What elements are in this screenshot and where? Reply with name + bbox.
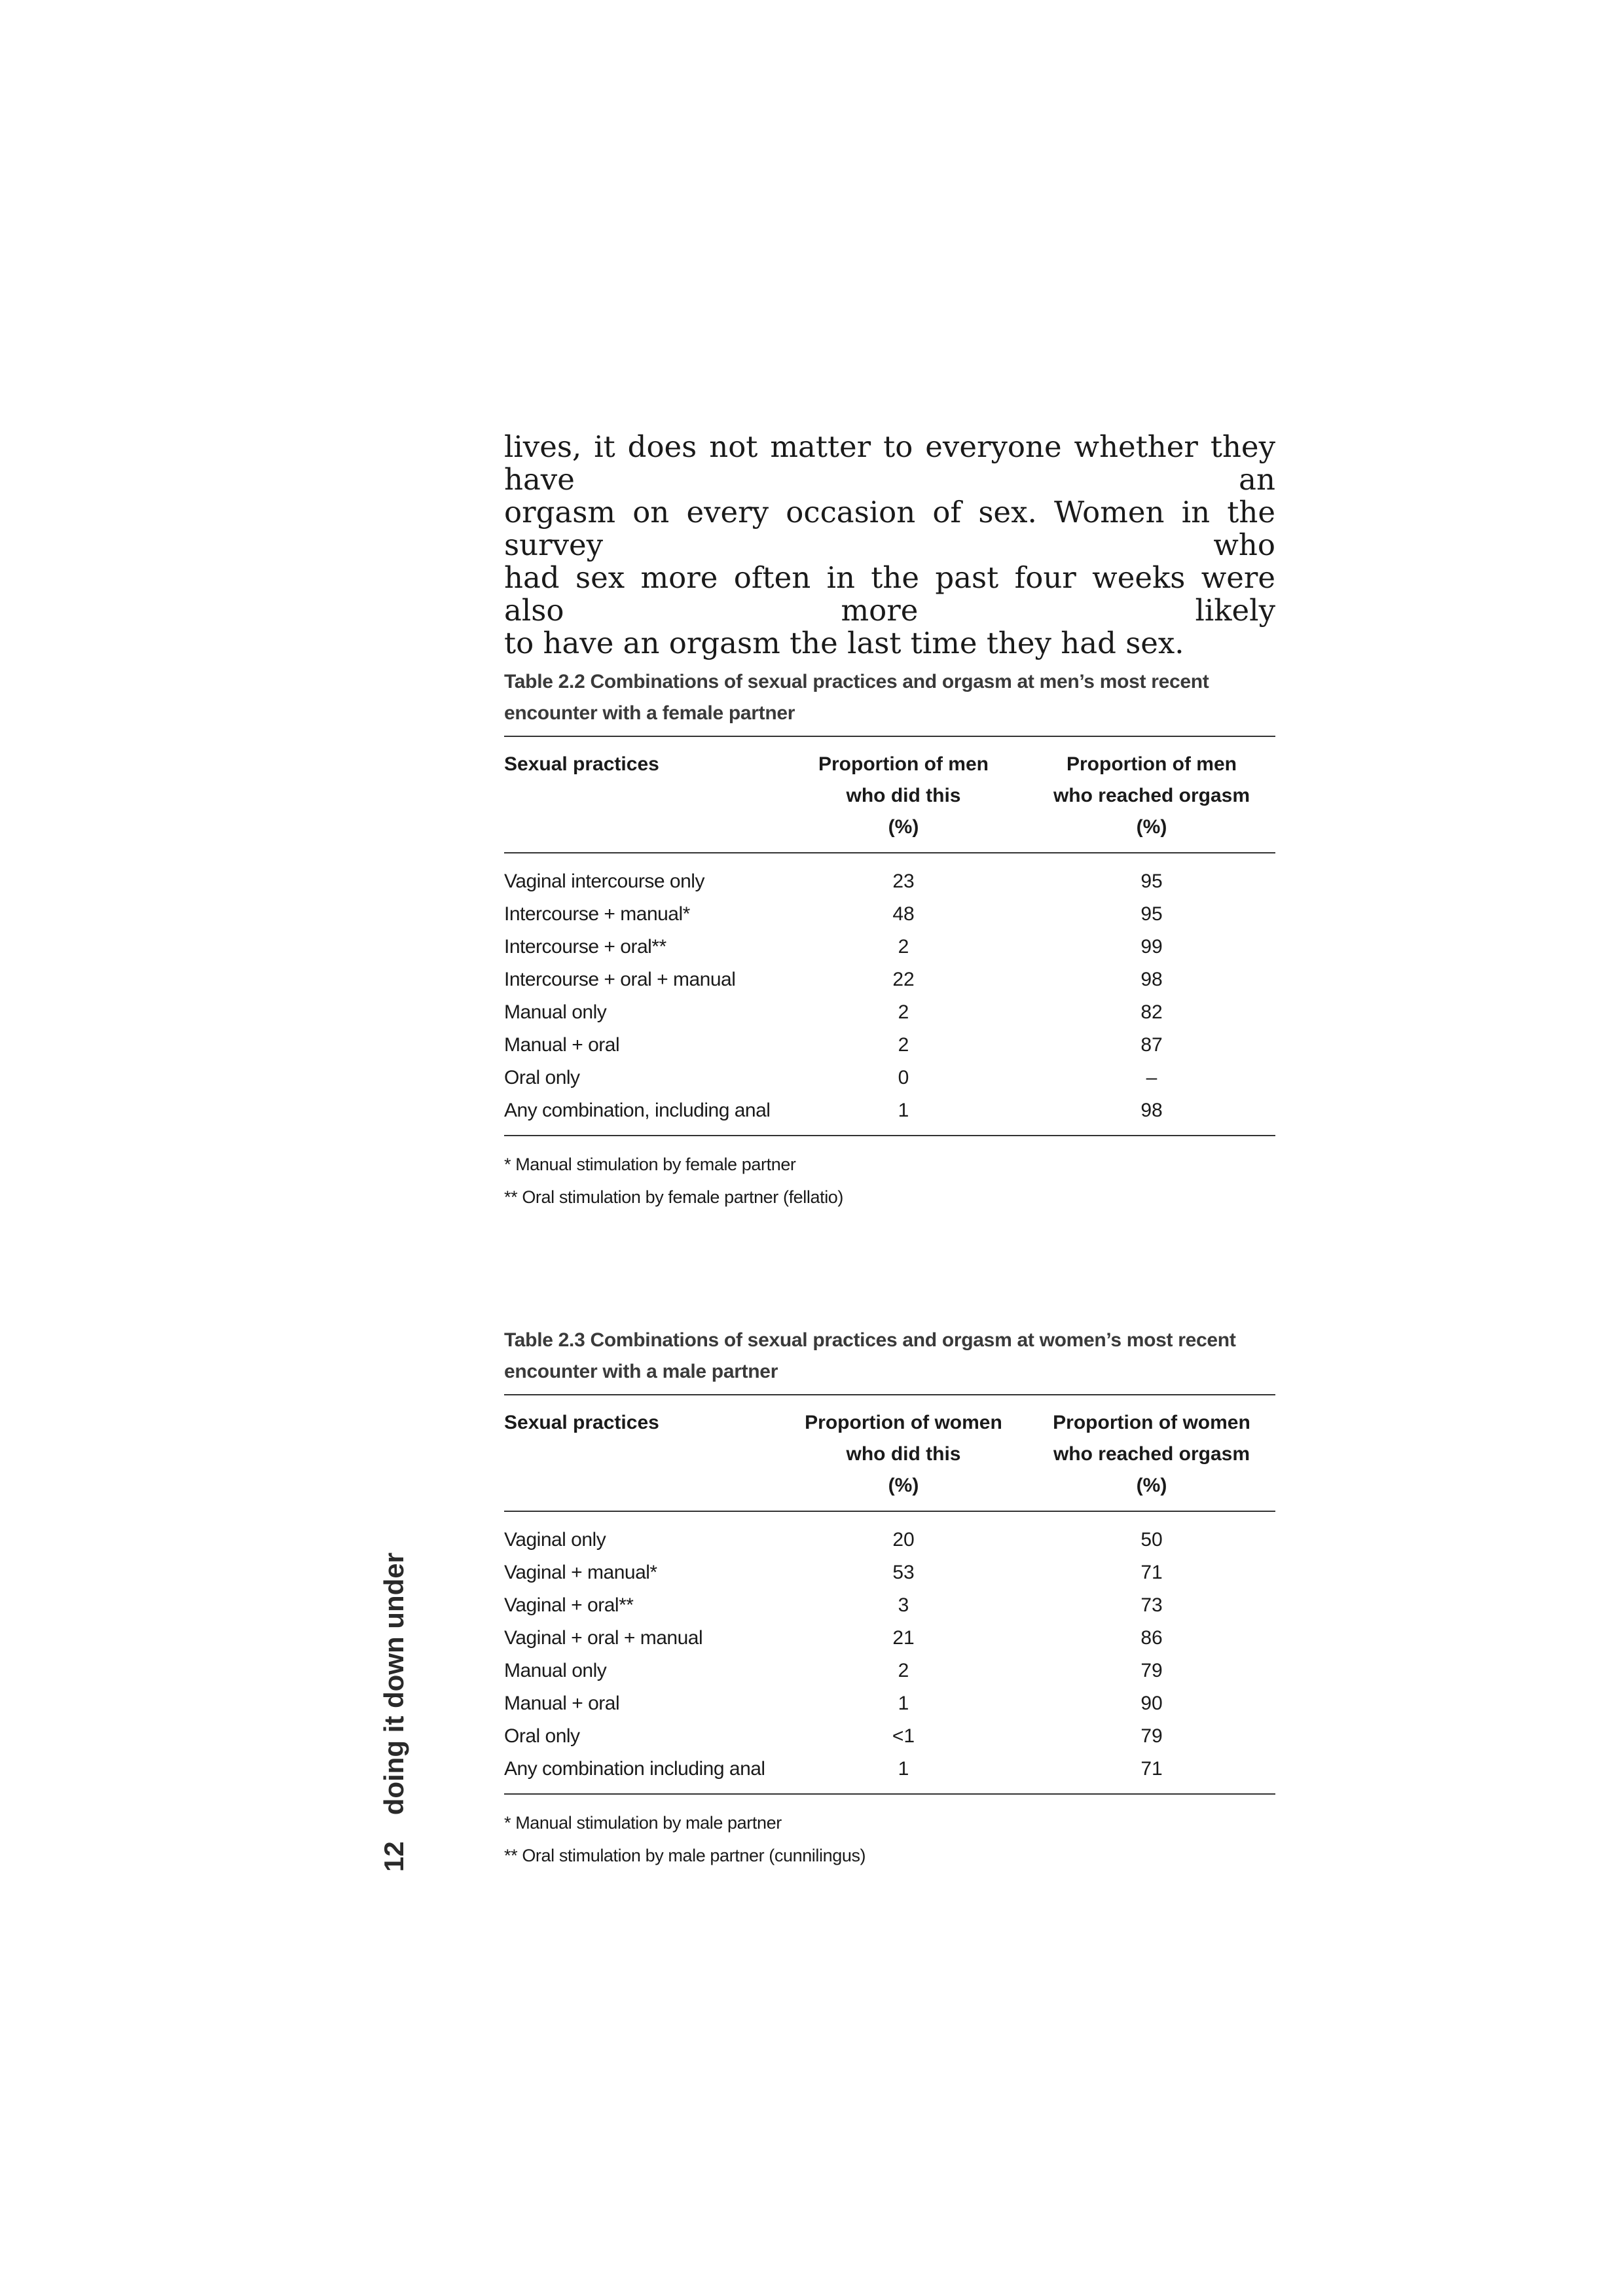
- cell-orgasm: 99: [1140, 936, 1163, 958]
- header-orgasm: [1028, 736, 1275, 853]
- header-line: who reached orgasm: [1053, 1443, 1250, 1465]
- cell-orgasm: 71: [1028, 1753, 1275, 1794]
- table-row: [504, 963, 1275, 996]
- cell-practice: Manual + oral: [504, 1693, 620, 1714]
- page-number: 12: [378, 1841, 409, 1872]
- table-row: [504, 1655, 1275, 1687]
- cell-orgasm: 95: [1140, 870, 1163, 892]
- table-row: [504, 853, 1275, 898]
- table-row: [504, 1753, 1275, 1794]
- cell-orgasm: 73: [1140, 1594, 1163, 1616]
- header-line: who did this: [846, 1443, 961, 1465]
- header-line: who reached orgasm: [1053, 785, 1250, 806]
- cell-orgasm: 71: [1140, 1562, 1163, 1583]
- caption-line: Table 2.3 Combinations of sexual practices and orgasm at women’s most recent: [504, 1329, 1236, 1351]
- cell-practice: Oral only: [504, 1067, 580, 1088]
- body-line: to have an orgasm the last time they had sex.: [504, 626, 1184, 660]
- table-row: [504, 1511, 1275, 1556]
- table-row: [504, 931, 1275, 963]
- cell-did: 23: [892, 870, 915, 892]
- header-line: Proportion of men: [818, 753, 989, 775]
- table-row: [504, 1720, 1275, 1753]
- table-row: [504, 1029, 1275, 1062]
- footnote: ** Oral stimulation by male partner (cunnilingus): [504, 1846, 866, 1865]
- cell-did: 2: [898, 1001, 909, 1023]
- table-row: [504, 1062, 1275, 1094]
- cell-did: 2: [898, 936, 909, 958]
- cell-practice: Vaginal + manual*: [504, 1562, 657, 1583]
- cell-did: 1: [898, 1693, 909, 1714]
- table-row: [504, 1556, 1275, 1589]
- header-line: who did this: [846, 785, 961, 806]
- header-line: Proportion of women: [1053, 1412, 1250, 1433]
- running-title: doing it down under: [378, 1552, 409, 1816]
- table-notes: [504, 1806, 1275, 1872]
- cell-practice: Intercourse + oral**: [504, 936, 666, 958]
- cell-orgasm: –: [1146, 1067, 1158, 1088]
- header-line: (%): [1136, 1475, 1167, 1496]
- cell-did: 2: [898, 1660, 909, 1681]
- cell-did: 3: [898, 1594, 909, 1616]
- header-row: [504, 1395, 1275, 1511]
- caption-line: encounter with a female partner: [504, 702, 795, 724]
- running-head: [378, 1552, 410, 1872]
- cell-orgasm: 98: [1140, 969, 1163, 990]
- cell-orgasm: 79: [1140, 1725, 1163, 1747]
- cell-practice: Manual + oral: [504, 1034, 620, 1056]
- body-line: orgasm on every occasion of sex. Women in the survey who: [504, 495, 1275, 562]
- cell-orgasm: 95: [1140, 903, 1163, 925]
- cell-practice: Oral only: [504, 1725, 580, 1747]
- body-line: lives, it does not matter to everyone whether they have an: [504, 429, 1275, 497]
- caption-line: encounter with a male partner: [504, 1361, 778, 1382]
- table-2-3: [504, 1325, 1275, 1872]
- cell-practice: Any combination, including anal: [504, 1094, 779, 1136]
- cell-practice: Any combination including anal: [504, 1753, 779, 1794]
- cell-orgasm: 98: [1028, 1094, 1275, 1136]
- cell-practice: Vaginal only: [504, 1529, 606, 1551]
- header-line: (%): [1136, 816, 1167, 838]
- header-practice: Sexual practices: [504, 736, 779, 853]
- cell-did: 1: [779, 1753, 1028, 1794]
- header-did: [779, 736, 1028, 853]
- cell-did: 21: [892, 1627, 915, 1649]
- header-line: (%): [888, 1475, 919, 1496]
- header-did: [779, 1395, 1028, 1511]
- caption-line: Table 2.2 Combinations of sexual practices and orgasm at men’s most recent: [504, 671, 1209, 692]
- footnote: ** Oral stimulation by female partner (fellatio): [504, 1187, 844, 1207]
- table-row: [504, 1687, 1275, 1720]
- table-row: [504, 996, 1275, 1029]
- cell-did: 0: [898, 1067, 909, 1088]
- cell-orgasm: 79: [1140, 1660, 1163, 1681]
- table-notes: [504, 1148, 1275, 1213]
- cell-did: 53: [892, 1562, 915, 1583]
- cell-did: 48: [892, 903, 915, 925]
- footnote: * Manual stimulation by female partner: [504, 1155, 796, 1174]
- table-row: [504, 898, 1275, 931]
- header-row: [504, 736, 1275, 853]
- table-caption: [504, 666, 1275, 729]
- header-practice: Sexual practices: [504, 1395, 779, 1511]
- cell-orgasm: 50: [1140, 1529, 1163, 1551]
- data-table: [504, 736, 1275, 1136]
- table-row: [504, 1622, 1275, 1655]
- cell-practice: Vaginal + oral + manual: [504, 1627, 703, 1649]
- cell-orgasm: 82: [1140, 1001, 1163, 1023]
- body-paragraph: [504, 431, 1275, 660]
- header-line: Proportion of women: [805, 1412, 1002, 1433]
- cell-practice: Vaginal intercourse only: [504, 870, 704, 892]
- cell-did: 22: [892, 969, 915, 990]
- table-row: [504, 1589, 1275, 1622]
- cell-orgasm: 87: [1140, 1034, 1163, 1056]
- cell-practice: Manual only: [504, 1660, 607, 1681]
- header-orgasm: [1028, 1395, 1275, 1511]
- table-2-2: [504, 666, 1275, 1213]
- table-caption: [504, 1325, 1275, 1388]
- cell-orgasm: 90: [1140, 1693, 1163, 1714]
- header-line: (%): [888, 816, 919, 838]
- cell-practice: Intercourse + manual*: [504, 903, 690, 925]
- cell-did: 1: [779, 1094, 1028, 1136]
- body-line: had sex more often in the past four weeks were also more likely: [504, 560, 1275, 628]
- data-table: [504, 1394, 1275, 1795]
- cell-did: 20: [892, 1529, 915, 1551]
- cell-did: 2: [898, 1034, 909, 1056]
- table-row: [504, 1094, 1275, 1136]
- footnote: * Manual stimulation by male partner: [504, 1813, 782, 1833]
- cell-practice: Vaginal + oral**: [504, 1594, 634, 1616]
- cell-practice: Intercourse + oral + manual: [504, 969, 736, 990]
- cell-did: <1: [892, 1725, 915, 1747]
- header-line: Proportion of men: [1067, 753, 1237, 775]
- cell-orgasm: 86: [1140, 1627, 1163, 1649]
- cell-practice: Manual only: [504, 1001, 607, 1023]
